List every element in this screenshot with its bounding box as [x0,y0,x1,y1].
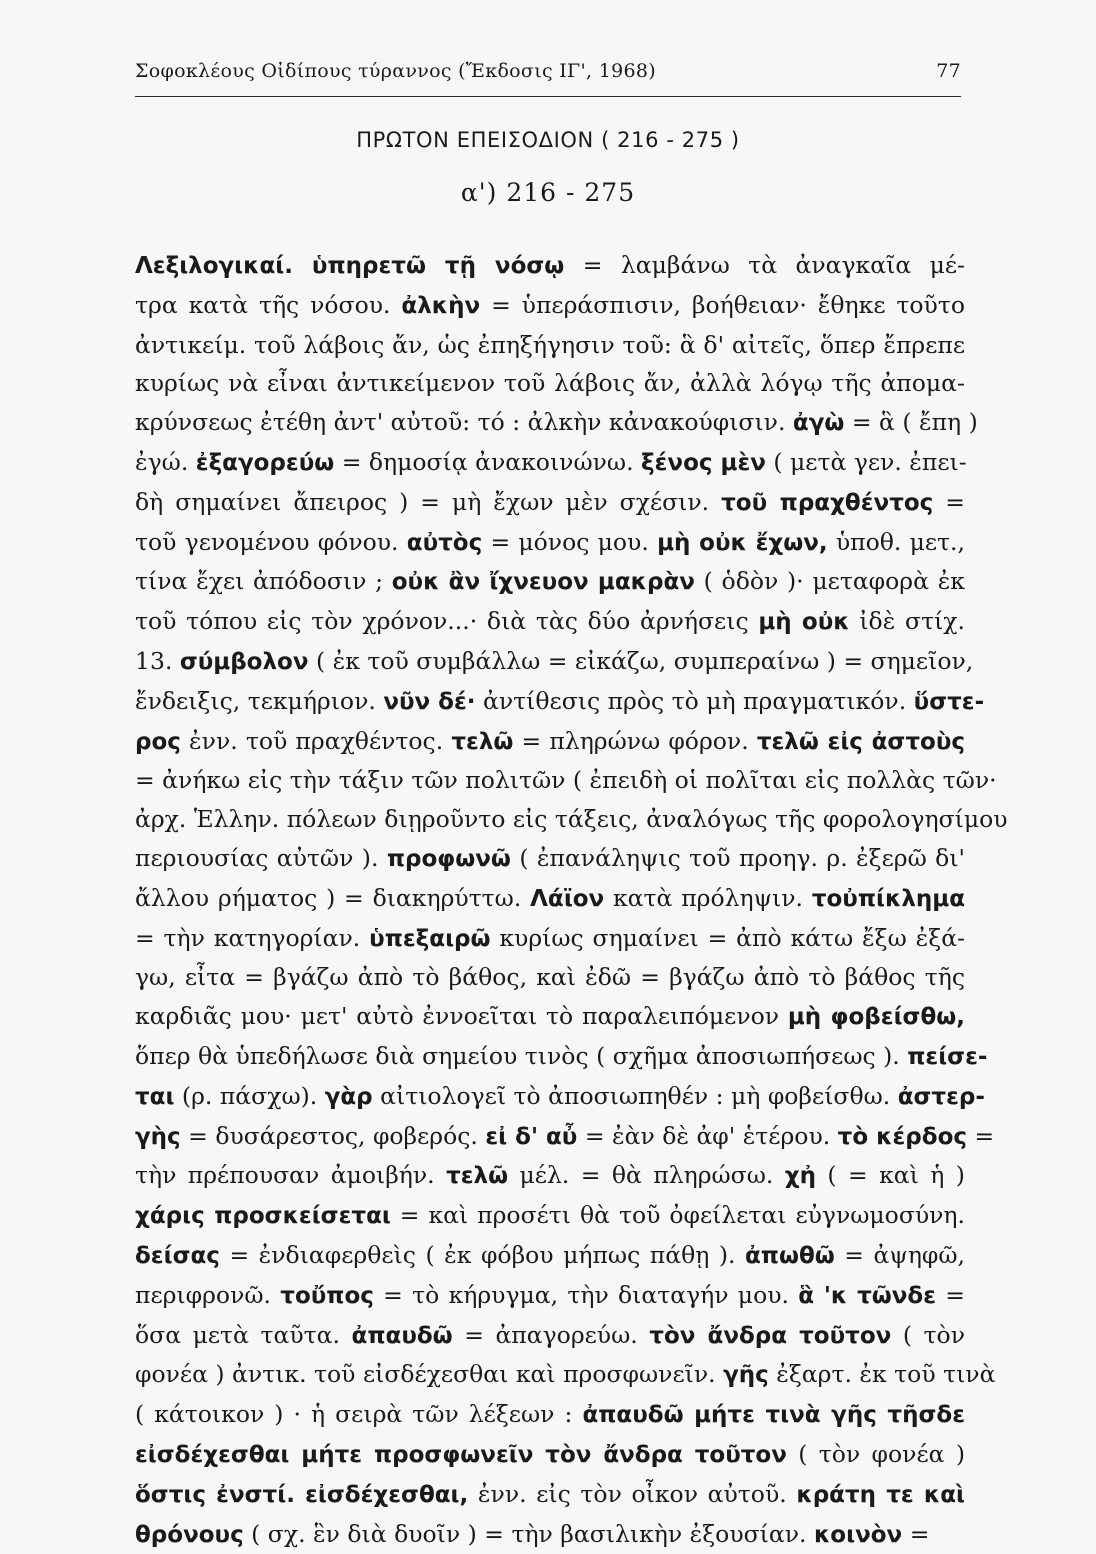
lemma: ρος [135,729,181,755]
lemma: νῦν δέ· [383,689,475,715]
text-line [135,1395,965,1435]
gloss-text: ἔνδειξις, τεκμήριον. [135,687,383,715]
lemma: ἀπαυδῶ μήτε τινὰ γῆς τῆσδε [582,1402,965,1428]
gloss-text: ἰδὲ στίχ. [850,607,965,635]
gloss-text: = ὑπεράσπισιν, βοήθειαν· ἔθηκε τοῦτο [480,291,965,319]
lemma: εἰσδέχεσθαι μήτε προσφωνεῖν τὸν ἄνδρα τοῦτον [135,1442,787,1468]
gloss-text: κρύνσεως ἐτέθη ἀντ' αὐτοῦ: τό : ἀλκὴν κἀνακούφισιν. [135,408,793,436]
gloss-text: ( σχ. ἓν διὰ δυοῖν ) = τὴν βασιλικὴν ἐξουσίαν. [244,1520,814,1548]
text-line [135,562,965,602]
gloss-text: γω, εἶτα = βγάζω ἀπὸ τὸ βάθος, καὶ ἐδῶ = βγάζω ἀπὸ τὸ βάθος τῆς [135,963,965,991]
gloss-text: ἀρχ. Ἑλλην. πόλεων διῃροῦντο εἰς τάξεις, ἀναλόγως τῆς φορολογησίμου [135,805,1008,833]
gloss-text: περιουσίας αὐτῶν ). [135,844,387,872]
lemma: τελῶ [446,1163,508,1189]
lemma: τελῶ [451,729,513,755]
text-line [135,443,965,483]
gloss-text: ἐνν. τοῦ πραχθέντος. [181,727,451,755]
lemma: τοὔπος [280,1283,374,1309]
text-line [135,1236,965,1276]
gloss-text: = ἐὰν δὲ ἀφ' ἑτέρου. [577,1122,837,1150]
lemma: μὴ οὐκ ἔχων, [657,530,828,556]
text-line [135,1156,965,1196]
gloss-text: ( κάτοικον ) · ἡ σειρὰ τῶν λέξεων : [135,1400,582,1428]
gloss-text: περιφρονῶ. [135,1281,280,1309]
gloss-text: κυρίως σημαίνει = ἀπὸ κάτω ἔξω ἐξά- [491,924,966,952]
lemma: ὑπεξαιρῶ [369,926,490,952]
gloss-text: τοῦ τόπου εἰς τὸν χρόνον...· διὰ τὰς δύο ἀρνήσεις [135,607,758,635]
lemma: μὴ φοβείσθω, [788,1004,965,1030]
text-line [135,839,965,879]
gloss-text: = πληρώνω φόρον. [513,727,756,755]
lemma: γῆς [723,1362,769,1388]
gloss-text: ( = καὶ ἡ ) [816,1161,965,1189]
text-line [135,997,965,1037]
header-rule [135,96,961,97]
lemma: δείσας [135,1243,220,1269]
gloss-text: ἀντικείμ. τοῦ λάβοις ἄν, ὡς ἐπηξήγησιν τοῦ: ἃ δ' αἰτεῖς, ὅπερ ἔπρεπε [135,331,965,359]
lemma: τὸν ἄνδρα τοῦτον [649,1323,891,1349]
gloss-text: ( μετὰ γεν. ἐπει- [766,448,967,476]
text-line [135,1196,965,1236]
text-line [135,364,965,403]
lemma: ται [135,1084,174,1110]
lemma: ἀλκὴν [401,293,480,319]
lemma: χἠ [785,1163,816,1189]
text-line [135,761,965,800]
lemma: γὴς [135,1124,181,1150]
gloss-text: ὑποθ. μετ., [828,528,965,556]
gloss-text: τὴν πρέπουσαν ἀμοιβήν. [135,1161,446,1189]
lemma: ξένος μὲν [641,450,766,476]
gloss-text: τοῦ γενομένου φόνου. [135,528,407,556]
lemma: ἐξαγορεύω [196,450,334,476]
gloss-text: = [933,488,965,516]
text-line [135,1316,965,1356]
text-line [135,483,965,523]
gloss-text: κατὰ πρόληψιν. [604,884,812,912]
lemma: Λάϊον [530,886,604,912]
gloss-text: αἰτιολογεῖ τὸ ἀποσιωπηθέν : μὴ φοβείσθω. [373,1082,898,1110]
lemma: πείσε- [907,1044,987,1070]
lemma: μὴ οὐκ [758,609,849,635]
gloss-text: φονέα ) ἀντικ. τοῦ εἰσδέχεσθαι καὶ προσφωνεῖν. [135,1360,723,1388]
text-line [135,1475,965,1515]
lemma: γὰρ [325,1084,373,1110]
gloss-text: 13. [135,647,180,675]
text-line [135,1117,965,1157]
lemma: τοῦ πραχθέντος [721,490,933,516]
running-head [135,60,961,82]
gloss-text: ἐνν. εἰς τὸν οἶκον αὐτοῦ. [468,1480,796,1508]
gloss-text: = ἀνήκω εἰς τὴν τάξιν τῶν πολιτῶν ( ἐπειδὴ οἱ πολῖται εἰς πολλὰς τῶν· [135,766,997,794]
gloss-text: = τὸ κήρυγμα, τὴν διαταγήν μου. [374,1281,798,1309]
page-number: 77 [936,60,961,82]
text-line [135,286,965,326]
glossary-body [135,246,965,1554]
gloss-text: καρδιᾶς μου· μετ' αὐτὸ ἐννοεῖται τὸ παραλειπόμενον [135,1002,788,1030]
gloss-text: = δυσάρεστος, φοβερός. [181,1122,486,1150]
gloss-text: = καὶ προσέτι θὰ τοῦ ὀφείλεται εὐγνωμοσύνη. [391,1201,965,1229]
gloss-text: = μόνος μου. [482,528,657,556]
lemma: τελῶ εἰς ἀστοὺς [757,729,965,755]
text-line [135,682,965,722]
episode-title: ΠΡΩΤΟΝ ΕΠΕΙΣΟΔΙΟΝ ( 216 - 275 ) [0,128,1096,152]
lemma: σύμβολον [180,649,309,675]
text-line [135,1077,965,1117]
text-line [135,1276,965,1316]
gloss-text: = [902,1520,929,1548]
lemma: κράτη τε καὶ [796,1482,965,1508]
text-line [135,642,965,682]
text-line [135,1435,965,1475]
lemma: ὕστε- [914,689,984,715]
gloss-text: = ἐνδιαφερθεὶς ( ἐκ φόβου μήπως πάθῃ ). [220,1241,745,1269]
text-line [135,602,965,642]
lemma: τὸ κέρδος [838,1124,967,1150]
gloss-text: δὴ σημαίνει ἄπειρος ) = μὴ ἔχων μὲν σχέσιν. [135,488,721,516]
gloss-text: = ἃ ( ἔπη ) [844,408,977,436]
gloss-text: μέλ. = θὰ πληρώσω. [508,1161,785,1189]
lemma: ἃ 'κ τῶνδε [798,1283,936,1309]
gloss-text: (ρ. πάσχω). [174,1082,324,1110]
lemma: κοινὸν [814,1522,902,1548]
text-line [135,722,965,762]
text-line [135,800,965,839]
gloss-text: ( τὸν [891,1321,965,1349]
text-line [135,958,965,997]
gloss-text: ( ἐκ τοῦ συμβάλλω = εἰκάζω, συμπεραίνω ) = σημεῖον, [309,647,974,675]
gloss-text: ἀντίθεσις πρὸς τὸ μὴ πραγματικόν. [476,687,914,715]
lemma: χάρις προσκείσεται [135,1203,391,1229]
gloss-text: κυρίως νὰ εἶναι ἀντικείμενον τοῦ λάβοις ἄν, ἀλλὰ λόγῳ τῆς ἀπομα- [135,369,965,397]
gloss-text: = [936,1281,965,1309]
gloss-text: ( ἐπανάληψις τοῦ προηγ. ρ. ἐξερῶ δι' [511,844,965,872]
text-line [135,919,965,959]
text-line [135,246,965,286]
text-line [135,403,965,443]
lemma: ἀπωθῶ [745,1243,835,1269]
gloss-text: = [967,1122,994,1150]
lemma: οὐκ ἂν ἴχνευον μακρὰν [392,569,695,595]
gloss-text: = τὴν κατηγορίαν. [135,924,369,952]
gloss-text: = λαμβάνω τὰ ἀναγκαῖα μέ- [564,251,965,279]
gloss-text: = δημοσίᾳ ἀνακοινώνω. [334,448,641,476]
text-line [135,1515,965,1554]
gloss-text: ἐγώ. [135,448,196,476]
section-title: α') 216 - 275 [0,178,1096,207]
lemma: τοὐπίκλημα [812,886,965,912]
lemma: εἰ δ' αὖ [485,1124,577,1150]
gloss-text: ( τὸν φονέα ) [787,1440,965,1468]
lemma: ἀγὼ [793,410,844,436]
text-line [135,326,965,365]
text-line [135,879,965,919]
gloss-text: ὅπερ θὰ ὑπεδήλωσε διὰ σημείου τινὸς ( σχῆμα ἀποσιωπήσεως ). [135,1042,907,1070]
gloss-text: = ἀπαγορεύω. [453,1321,650,1349]
lemma: Λεξιλογικαί. ὑπηρετῶ τῇ νόσῳ [135,253,564,279]
lemma: προφωνῶ [387,846,511,872]
lemma: ἀστερ- [898,1084,985,1110]
lemma: αὐτὸς [407,530,482,556]
gloss-text: ἐξαρτ. ἐκ τοῦ τινὰ [769,1360,996,1388]
gloss-text: τίνα ἔχει ἀπόδοσιν ; [135,567,392,595]
lemma: ἀπαυδῶ [352,1323,453,1349]
text-line [135,1037,965,1077]
gloss-text: ἄλλου ρήματος ) = διακηρύττω. [135,884,530,912]
gloss-text: ὅσα μετὰ ταῦτα. [135,1321,352,1349]
gloss-text: ( ὁδὸν )· μεταφορὰ ἐκ [695,567,965,595]
gloss-text: τρα κατὰ τῆς νόσου. [135,291,401,319]
text-line [135,523,965,563]
text-line [135,1355,965,1395]
running-head-title: Σοφοκλέους Οἰδίπους τύραννος (Ἔκδοσις ΙΓ', 1968) [135,60,656,82]
lemma: θρόνους [135,1522,244,1548]
gloss-text: = ἀψηφῶ, [835,1241,965,1269]
lemma: ὅστις ἐνστί. εἰσδέχεσθαι, [135,1482,468,1508]
